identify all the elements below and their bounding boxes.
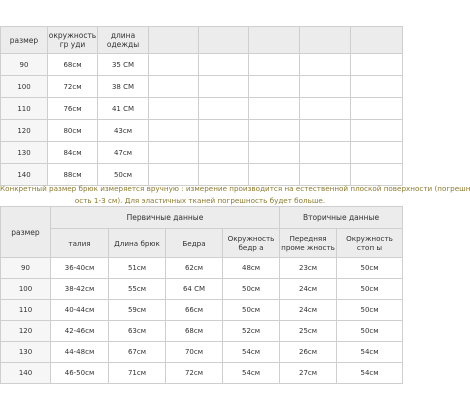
top-table-header-row	[1, 27, 403, 54]
header-chest: окружность гр уди	[48, 27, 98, 54]
waist-cell: 46-50см	[51, 363, 109, 384]
empty-cell	[149, 76, 199, 98]
empty-cell	[149, 142, 199, 164]
empty-cell	[149, 98, 199, 120]
hips-cell: 72см	[166, 363, 223, 384]
table-row	[1, 342, 403, 363]
size-cell: 100	[1, 76, 48, 98]
table-row	[1, 258, 403, 279]
empty-cell	[351, 76, 403, 98]
waist-cell: 36-40см	[51, 258, 109, 279]
empty-cell	[249, 142, 300, 164]
measurement-note	[0, 183, 470, 207]
empty-cell	[351, 54, 403, 76]
empty-cell	[300, 142, 351, 164]
size-cell: 110	[1, 300, 51, 321]
pants-length-cell: 51см	[109, 258, 166, 279]
thigh-cell: 50см	[223, 300, 280, 321]
chest-cell: 84см	[48, 142, 98, 164]
empty-cell	[199, 98, 249, 120]
empty-cell	[149, 54, 199, 76]
hips-cell: 64 СМ	[166, 279, 223, 300]
leg-opening-cell: 50см	[337, 258, 403, 279]
size-cell: 140	[1, 363, 51, 384]
empty-cell	[199, 120, 249, 142]
size-cell: 130	[1, 342, 51, 363]
empty-cell	[300, 54, 351, 76]
hips-cell: 62см	[166, 258, 223, 279]
empty-cell	[199, 76, 249, 98]
header-size: размер	[1, 207, 51, 258]
length-cell: 47см	[98, 142, 149, 164]
table-row	[1, 279, 403, 300]
table-row	[1, 76, 403, 98]
header-length: длина одежды	[98, 27, 149, 54]
header-thigh: Окружность бедр а	[223, 229, 280, 258]
empty-cell	[300, 76, 351, 98]
leg-opening-cell: 54см	[337, 342, 403, 363]
empty-cell	[249, 76, 300, 98]
header-size: размер	[1, 27, 48, 54]
waist-cell: 40-44см	[51, 300, 109, 321]
size-cell: 110	[1, 98, 48, 120]
hips-cell: 68см	[166, 321, 223, 342]
top-size-table	[0, 26, 403, 186]
empty-cell	[351, 27, 403, 54]
chest-cell: 72см	[48, 76, 98, 98]
leg-opening-cell: 50см	[337, 300, 403, 321]
thigh-cell: 48см	[223, 258, 280, 279]
header-pants-length: Длина брюк	[109, 229, 166, 258]
chest-cell: 80см	[48, 120, 98, 142]
pants-length-cell: 63см	[109, 321, 166, 342]
thigh-cell: 54см	[223, 363, 280, 384]
length-cell: 41 СМ	[98, 98, 149, 120]
empty-cell	[199, 27, 249, 54]
table-row	[1, 120, 403, 142]
table-row	[1, 321, 403, 342]
pants-length-cell: 71см	[109, 363, 166, 384]
table-row	[1, 363, 403, 384]
note-line-1: Конкретный размер брюк измеряется вручную : измерение производится на естественной плоской поверхности (погрешн	[0, 184, 470, 193]
size-cell: 120	[1, 321, 51, 342]
length-cell: 43см	[98, 120, 149, 142]
thigh-cell: 54см	[223, 342, 280, 363]
length-cell: 35 СМ	[98, 54, 149, 76]
empty-cell	[300, 27, 351, 54]
size-cell: 90	[1, 54, 48, 76]
front-rise-cell: 25см	[280, 321, 337, 342]
empty-cell	[199, 142, 249, 164]
empty-cell	[249, 27, 300, 54]
group-header-row	[1, 207, 403, 229]
empty-cell	[351, 98, 403, 120]
leg-opening-cell: 54см	[337, 363, 403, 384]
thigh-cell: 52см	[223, 321, 280, 342]
waist-cell: 42-46см	[51, 321, 109, 342]
column-header-row	[1, 229, 403, 258]
hips-cell: 66см	[166, 300, 223, 321]
empty-cell	[249, 120, 300, 142]
empty-cell	[300, 120, 351, 142]
size-cell: 140	[1, 164, 48, 186]
length-cell: 38 СМ	[98, 76, 149, 98]
table-row	[1, 54, 403, 76]
length-cell: 50см	[98, 164, 149, 186]
empty-cell	[149, 27, 199, 54]
empty-cell	[351, 120, 403, 142]
table-row	[1, 142, 403, 164]
note-line-2: ость 1-3 см). Для эластичных тканей погрешность будет больше.	[74, 196, 326, 205]
waist-cell: 44-48см	[51, 342, 109, 363]
table-row	[1, 98, 403, 120]
pants-length-cell: 67см	[109, 342, 166, 363]
size-cell: 100	[1, 279, 51, 300]
thigh-cell: 50см	[223, 279, 280, 300]
empty-cell	[199, 54, 249, 76]
header-secondary-data: Вторичные данные	[280, 207, 403, 229]
front-rise-cell: 27см	[280, 363, 337, 384]
front-rise-cell: 24см	[280, 279, 337, 300]
pants-length-cell: 59см	[109, 300, 166, 321]
chest-cell: 88см	[48, 164, 98, 186]
header-front-rise: Передняя проме жность	[280, 229, 337, 258]
size-cell: 90	[1, 258, 51, 279]
size-cell: 130	[1, 142, 48, 164]
header-primary-data: Первичные данные	[51, 207, 280, 229]
header-waist: талия	[51, 229, 109, 258]
leg-opening-cell: 50см	[337, 321, 403, 342]
front-rise-cell: 23см	[280, 258, 337, 279]
leg-opening-cell: 50см	[337, 279, 403, 300]
empty-cell	[249, 98, 300, 120]
empty-cell	[249, 54, 300, 76]
table-row	[1, 300, 403, 321]
size-cell: 120	[1, 120, 48, 142]
chest-cell: 68см	[48, 54, 98, 76]
empty-cell	[351, 142, 403, 164]
front-rise-cell: 26см	[280, 342, 337, 363]
pants-size-table	[0, 206, 403, 384]
pants-length-cell: 55см	[109, 279, 166, 300]
header-hips: Бедра	[166, 229, 223, 258]
waist-cell: 38-42см	[51, 279, 109, 300]
empty-cell	[149, 120, 199, 142]
empty-cell	[300, 98, 351, 120]
hips-cell: 70см	[166, 342, 223, 363]
chest-cell: 76см	[48, 98, 98, 120]
header-leg-opening: Окружность стоп ы	[337, 229, 403, 258]
front-rise-cell: 24см	[280, 300, 337, 321]
